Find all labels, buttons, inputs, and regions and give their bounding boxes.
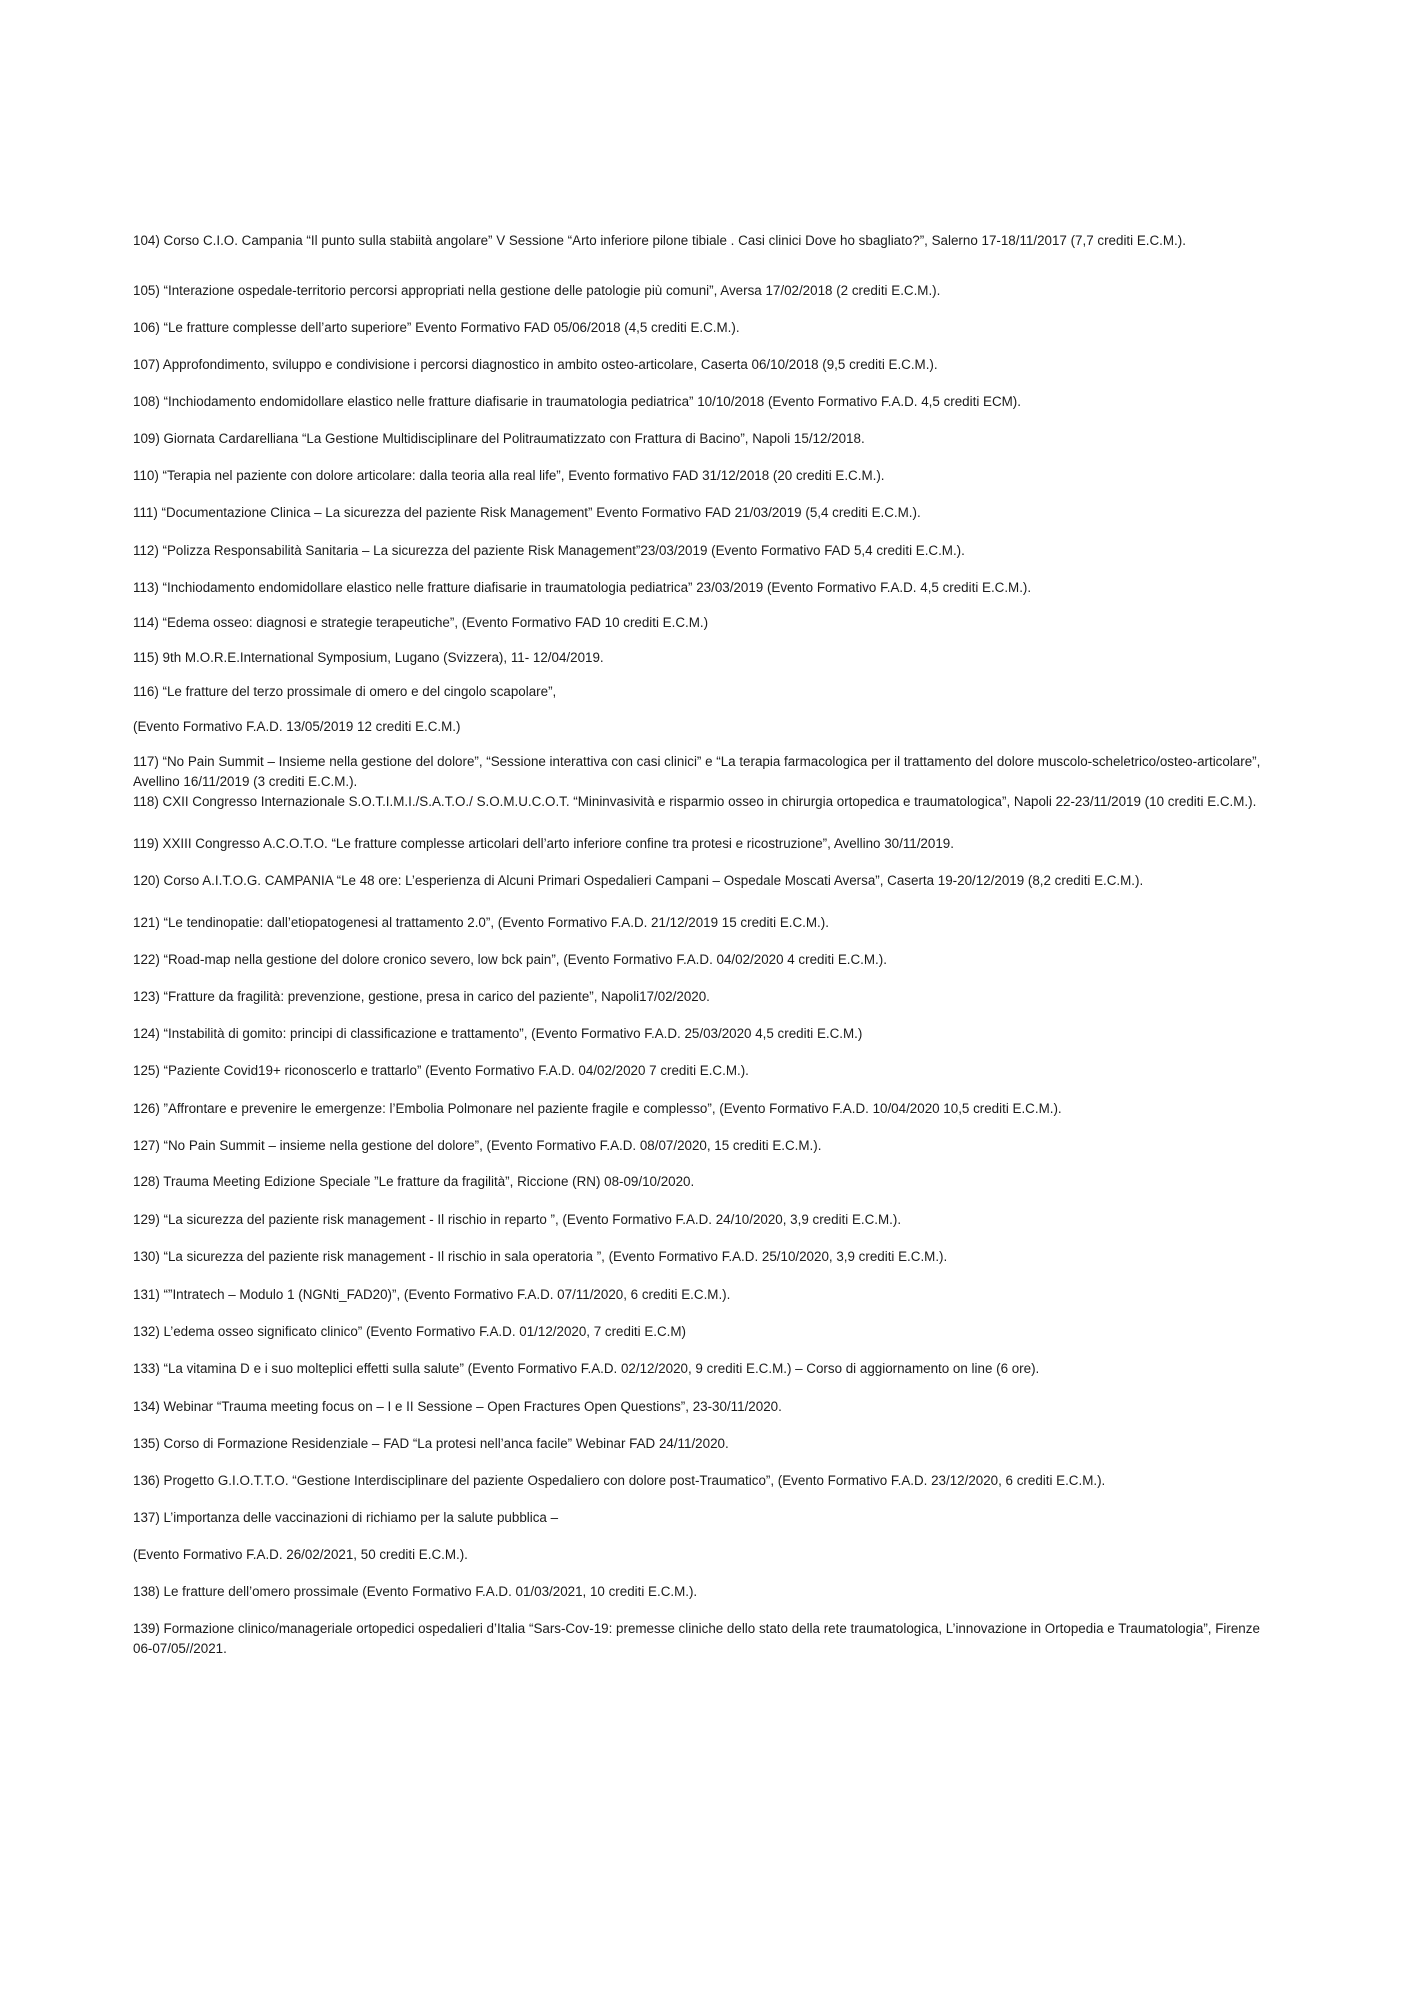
list-item: 127) “No Pain Summit – insieme nella gestione del dolore”, (Evento Formativo F.A.D. 08/07/2020, 15 crediti E.C.M.). [133, 1138, 822, 1153]
list-item: 132) L’edema osseo significato clinico” (Evento Formativo F.A.D. 01/12/2020, 7 crediti E.C.M) [133, 1324, 686, 1339]
list-item: 116) “Le fratture del terzo prossimale di omero e del cingolo scapolare”, [133, 684, 557, 699]
list-item: 109) Giornata Cardarelliana “La Gestione Multidisciplinare del Politraumatizzato con Frattura di Bacino”, Napoli 15/12/2018. [133, 431, 865, 446]
list-item: 123) “Fratture da fragilità: prevenzione, gestione, presa in carico del paziente”, Napoli17/02/2020. [133, 989, 710, 1004]
list-item: 129) “La sicurezza del paziente risk management - Il rischio in reparto ”, (Evento Formativo F.A.D. 24/10/2020, 3,9 crediti E.C.M.). [133, 1212, 902, 1227]
list-item: 133) “La vitamina D e i suo molteplici effetti sulla salute” (Evento Formativo F.A.D. 02/12/2020, 9 crediti E.C.M.) – Corso di aggiornamento on line (6 ore). [133, 1361, 1040, 1376]
list-item: 122) “Road-map nella gestione del dolore cronico severo, low bck pain”, (Evento Formativo F.A.D. 04/02/2020 4 crediti E.C.M.). [133, 952, 887, 967]
list-item: 108) “Inchiodamento endomidollare elastico nelle fratture diafisarie in traumatologia pediatrica” 10/10/2018 (Evento Formativo F.A.D. 4,5 crediti ECM). [133, 394, 1021, 409]
list-item: (Evento Formativo F.A.D. 13/05/2019 12 crediti E.C.M.) [133, 719, 461, 734]
list-item: 134) Webinar “Trauma meeting focus on – I e II Sessione – Open Fractures Open Questions”, 23-30/11/2020. [133, 1399, 782, 1414]
list-item: 130) “La sicurezza del paziente risk management - Il rischio in sala operatoria ”, (Evento Formativo F.A.D. 25/10/2020, 3,9 crediti E.C.M.). [133, 1249, 948, 1264]
list-item: 137) L’importanza delle vaccinazioni di richiamo per la salute pubblica – [133, 1510, 559, 1525]
list-item: 115) 9th M.O.R.E.International Symposium, Lugano (Svizzera), 11- 12/04/2019. [133, 650, 604, 665]
list-item: 119) XXIII Congresso A.C.O.T.O. “Le fratture complesse articolari dell’arto inferiore confine tra protesi e ricostruzione”, Avellino 30/11/2019. [133, 836, 954, 851]
list-item: 114) “Edema osseo: diagnosi e strategie terapeutiche”, (Evento Formativo FAD 10 crediti E.C.M.) [133, 615, 709, 630]
list-item: 139) Formazione clinico/manageriale ortopedici ospedalieri d’Italia “Sars-Cov-19: premesse cliniche dello stato della rete traumatologica, L’innovazione in Ortopedia e Traumatologia”, Firenze 06-07/05//2021. [133, 1621, 1260, 1656]
list-item: 124) “Instabilità di gomito: principi di classificazione e trattamento”, (Evento Formativo F.A.D. 25/03/2020 4,5 crediti E.C.M.) [133, 1026, 863, 1041]
list-item: 113) “Inchiodamento endomidollare elastico nelle fratture diafisarie in traumatologia pediatrica” 23/03/2019 (Evento Formativo F.A.D. 4,5 crediti E.C.M.). [133, 580, 1032, 595]
list-item: 128) Trauma Meeting Edizione Speciale ”Le fratture da fragilità”, Riccione (RN) 08-09/10/2020. [133, 1174, 695, 1189]
list-item: (Evento Formativo F.A.D. 26/02/2021, 50 crediti E.C.M.). [133, 1547, 468, 1562]
list-item: 138) Le fratture dell’omero prossimale (Evento Formativo F.A.D. 01/03/2021, 10 crediti E.C.M.). [133, 1584, 698, 1599]
list-item: 106) “Le fratture complesse dell’arto superiore” Evento Formativo FAD 05/06/2018 (4,5 crediti E.C.M.). [133, 320, 740, 335]
list-item: 131) “”Intratech – Modulo 1 (NGNti_FAD20)”, (Evento Formativo F.A.D. 07/11/2020, 6 crediti E.C.M.). [133, 1287, 731, 1302]
list-item: 107) Approfondimento, sviluppo e condivisione i percorsi diagnostico in ambito osteo-articolare, Caserta 06/10/2018 (9,5 crediti E.C.M.). [133, 357, 938, 372]
list-item: 135) Corso di Formazione Residenziale – FAD “La protesi nell’anca facile” Webinar FAD 24/11/2020. [133, 1436, 729, 1451]
list-item: 125) “Paziente Covid19+ riconoscerlo e trattarlo” (Evento Formativo F.A.D. 04/02/2020 7 crediti E.C.M.). [133, 1063, 749, 1078]
list-item: 121) “Le tendinopatie: dall’etiopatogenesi al trattamento 2.0”, (Evento Formativo F.A.D. 21/12/2019 15 crediti E.C.M.). [133, 915, 829, 930]
list-item: 118) CXII Congresso Internazionale S.O.T.I.M.I./S.A.T.O./ S.O.M.U.C.O.T. “Mininvasività e risparmio osseo in chirurgia ortopedica e traumatologica”, Napoli 22-23/11/2019 (10 crediti E.C.M.). [133, 794, 1257, 809]
list-item: 117) “No Pain Summit – Insieme nella gestione del dolore”, “Sessione interattiva con casi clinici” e “La terapia farmacologica per il trattamento del dolore muscolo-scheletrico/osteo-articolare”, Avellino 16/11/2019 (3 crediti E.C.M.). [133, 754, 1261, 789]
list-item: 120) Corso A.I.T.O.G. CAMPANIA “Le 48 ore: L’esperienza di Alcuni Primari Ospedalieri Campani – Ospedale Moscati Aversa”, Caserta 19-20/12/2019 (8,2 crediti E.C.M.). [133, 873, 1144, 888]
list-item: 126) ”Affrontare e prevenire le emergenze: l’Embolia Polmonare nel paziente fragile e complesso”, (Evento Formativo F.A.D. 10/04/2020 10,5 crediti E.C.M.). [133, 1101, 1062, 1116]
list-item: 112) “Polizza Responsabilità Sanitaria – La sicurezza del paziente Risk Management”23/03/2019 (Evento Formativo FAD 5,4 crediti E.C.M.). [133, 543, 965, 558]
list-item: 136) Progetto G.I.O.T.T.O. “Gestione Interdisciplinare del paziente Ospedaliero con dolore post-Traumatico”, (Evento Formativo F.A.D. 23/12/2020, 6 crediti E.C.M.). [133, 1473, 1106, 1488]
list-item: 105) “Interazione ospedale-territorio percorsi appropriati nella gestione delle patologie più comuni”, Aversa 17/02/2018 (2 crediti E.C.M.). [133, 283, 941, 298]
list-item: 111) “Documentazione Clinica – La sicurezza del paziente Risk Management” Evento Formativo FAD 21/03/2019 (5,4 crediti E.C.M.). [133, 505, 921, 520]
list-item: 104) Corso C.I.O. Campania “Il punto sulla stabiità angolare” V Sessione “Arto inferiore pilone tibiale . Casi clinici Dove ho sbagliato?”, Salerno 17-18/11/2017 (7,7 crediti E.C.M.). [133, 233, 1186, 248]
list-item: 110) “Terapia nel paziente con dolore articolare: dalla teoria alla real life”, Evento formativo FAD 31/12/2018 (20 crediti E.C.M.). [133, 468, 885, 483]
